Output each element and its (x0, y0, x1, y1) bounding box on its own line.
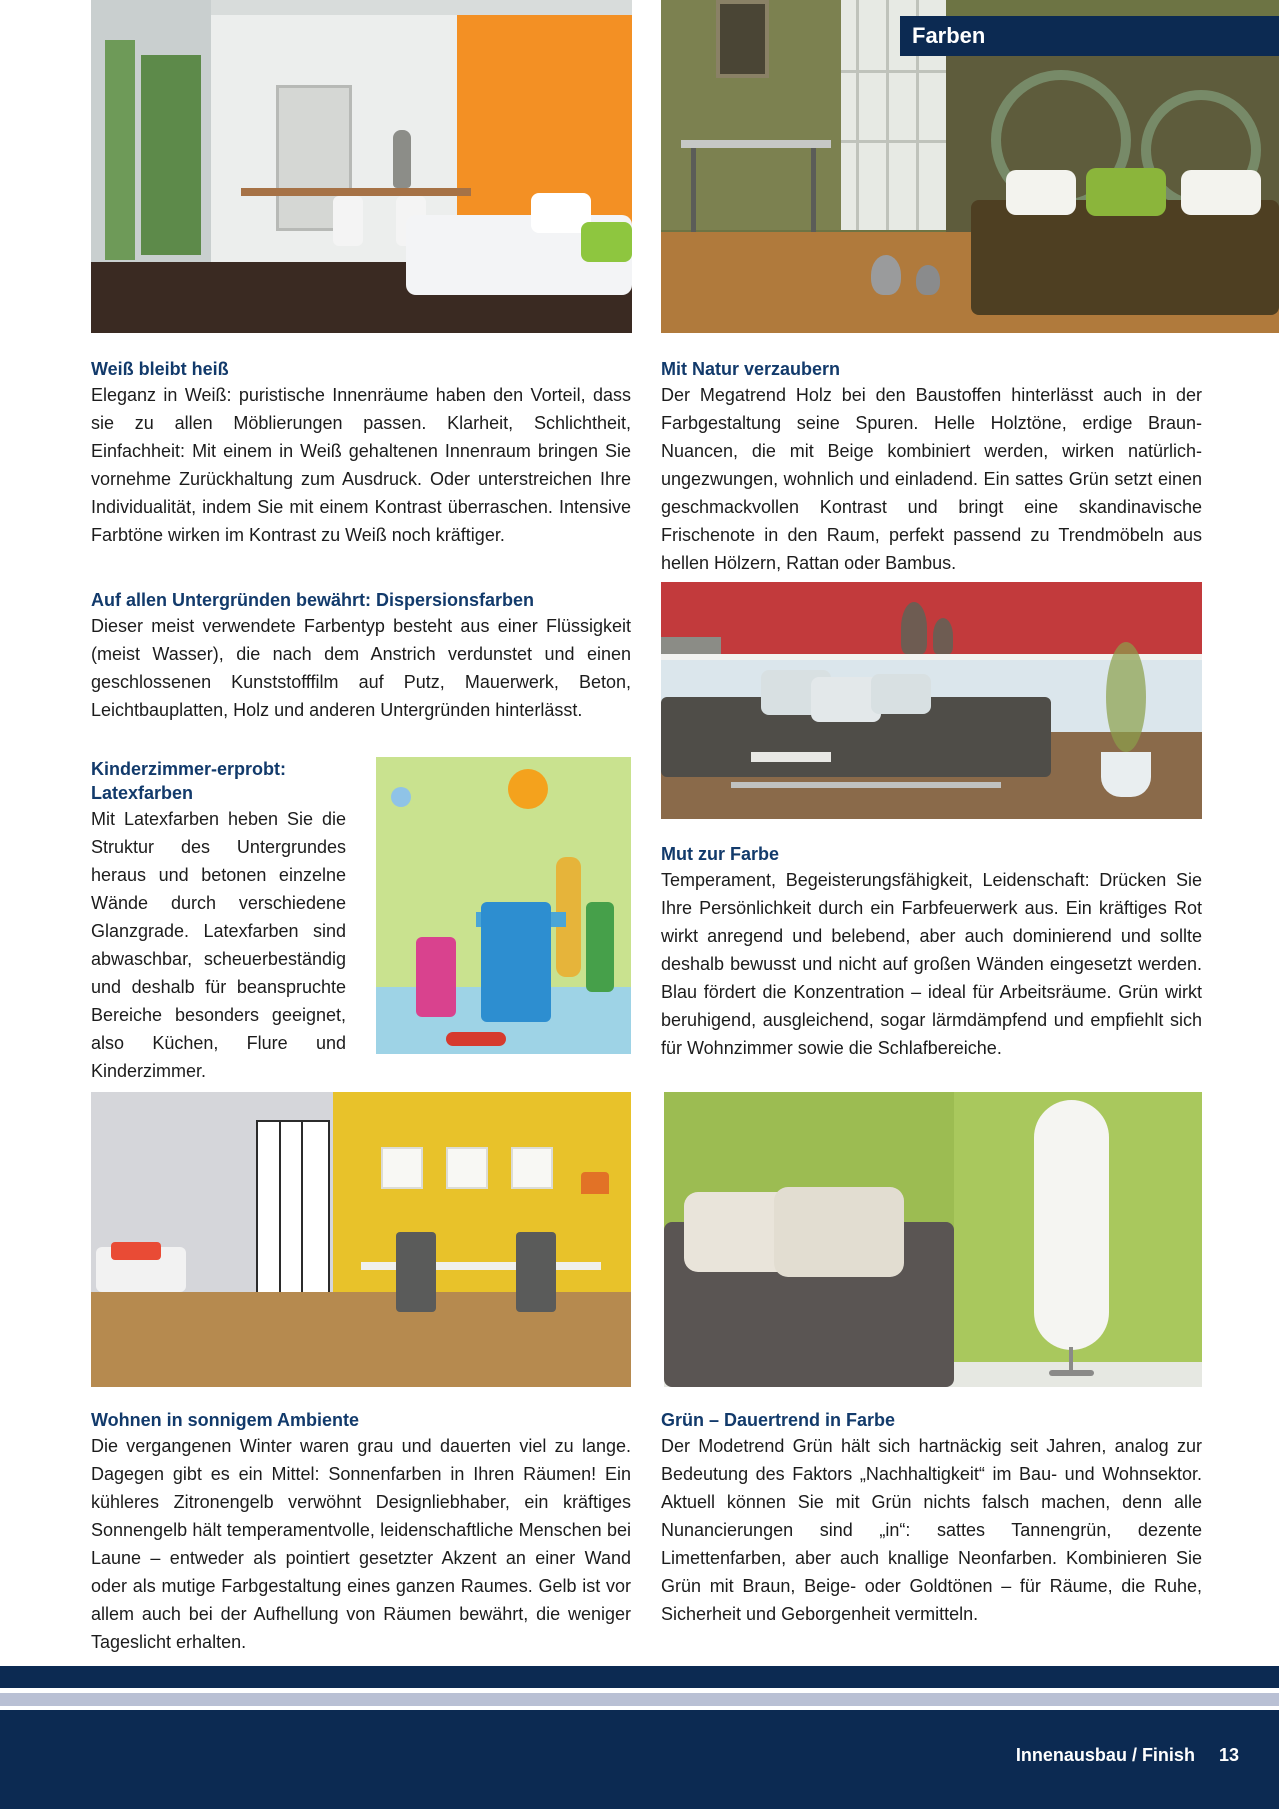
article-latex (91, 757, 346, 1085)
article-weiss (91, 357, 631, 549)
article-natur (661, 357, 1202, 577)
article-weiss-body: Eleganz in Weiß: puristische Innenräume haben den Vorteil, dass sie zu allen Möblierungen passen. Klarheit, Schlichtheit, Einfachheit: Mit einem in Weiß gehaltenen Innenraum bringen Sie vornehme Zurückhaltung zum Ausdruck. Oder unterstreichen Ihre Individualität, indem Sie mit einem Kontrast überraschen. Intensive Farbtöne wirken im Kontrast zu Weiß noch kräftiger. (91, 385, 631, 545)
article-gruen-title: Grün – Dauertrend in Farbe (661, 1410, 896, 1430)
article-latex-title-line2: Latexfarben (91, 783, 194, 803)
article-latex-title-line1: Kinderzimmer-erprobt: (91, 759, 287, 779)
article-mut-title: Mut zur Farbe (661, 844, 780, 864)
article-mut (661, 842, 1202, 1062)
article-dispersion-body: Dieser meist verwendete Farbentyp besteht aus einer Flüssigkeit (meist Wasser), die nach dem Anstrich verdunstet und einen geschlossenen Kunststofffilm auf Putz, Mauerwerk, Beton, Leichtbauplatten, Holz und anderen Untergründen hinterlässt. (91, 616, 631, 720)
article-mut-body: Temperament, Begeisterungsfähigkeit, Leidenschaft: Drücken Sie Ihre Persönlichkeit durch ein Farbfeuerwerk aus. Ein kräftiges Rot wirkt anregend und belebend, aber auch dominierend und sollte deshalb bewusst und nicht auf großen Wänden eingesetzt werden. Blau fördert die Konzentration – ideal für Arbeitsräume. Grün wirkt beruhigend, ausgleichend, sogar lärmdämpfend und empfiehlt sich für Wohnzimmer sowie die Schlafbereiche. (661, 870, 1202, 1058)
article-gruen-body: Der Modetrend Grün hält sich hartnäckig seit Jahren, analog zur Bedeutung des Faktors „Nachhaltigkeit“ im Bau- und Wohnsektor. Aktuell können Sie mit Grün nichts falsch machen, denn alle Nunancierungen sind „in“: sattes Tannengrün, dezente Limettenfarben, aber auch knallige Neonfarben. Kombinieren Sie Grün mit Braun, Beige- oder Goldtönen – für Räume, die Ruhe, Sicherheit und Geborgenheit vermitteln. (661, 1436, 1202, 1624)
article-dispersion-title: Auf allen Untergründen bewährt: Dispersionsfarben (91, 590, 535, 610)
article-natur-title: Mit Natur verzaubern (661, 359, 841, 379)
photo-kids-room (376, 757, 631, 1054)
article-dispersion (91, 588, 631, 724)
article-natur-body: Der Megatrend Holz bei den Baustoffen hinterlässt auch in der Farbgestaltung seine Spuren. Helle Holztöne, erdige Braun-Nuancen, die mit Beige kombiniert werden, wirken natürlich-ungezwungen, wohnlich und einladend. Ein sattes Grün setzt einen geschmackvollen Kontrast und bringt eine skandinavische Frischenote in den Raum, perfekt passend zu Trendmöbeln aus hellen Hölzern, Rattan oder Bambus. (661, 385, 1202, 573)
photo-green-wall-lamp (664, 1092, 1202, 1387)
footer-stripe-top (0, 1666, 1279, 1688)
article-sonnig-title: Wohnen in sonnigem Ambiente (91, 1410, 360, 1430)
section-tag: Farben (900, 16, 1279, 56)
photo-yellow-room (91, 1092, 631, 1387)
footer-section: Innenausbau / Finish (1015, 1745, 1195, 1765)
article-sonnig-body: Die vergangenen Winter waren grau und dauerten viel zu lange. Dagegen gibt es ein Mittel: Sonnenfarben in Ihren Räumen! Ein kühleres Zitronengelb verwöhnt Designliebhaber, ein kräftiges Sonnengelb hält temperamentvolle, leidenschaftliche Menschen bei Laune – entweder als pointiert gesetzter Akzent an einer Wand oder als mutige Farbgestaltung eines ganzen Raumes. Gelb ist vor allem auch bei der Aufhellung von Räumen bewährt, die weniger Tageslicht erhalten. (91, 1436, 631, 1652)
footer-label (1016, 1745, 1239, 1766)
page-number: 13 (1218, 1745, 1239, 1765)
article-latex-body: Mit Latexfarben heben Sie die Struktur des Untergrundes heraus und betonen einzelne Wände durch verschiedene Glanzgrade. Latexfarben sind abwaschbar, scheuerbeständig und deshalb für beanspruchte Bereiche besonders geeignet, also Küchen, Flure und Kinderzimmer. (91, 809, 346, 1081)
article-sonnig (91, 1408, 631, 1656)
photo-red-wall-sofa (661, 582, 1202, 819)
article-gruen (661, 1408, 1202, 1628)
photo-white-room-orange-wall (91, 0, 632, 333)
footer-stripe-light (0, 1693, 1279, 1706)
article-weiss-title: Weiß bleibt heiß (91, 359, 229, 379)
